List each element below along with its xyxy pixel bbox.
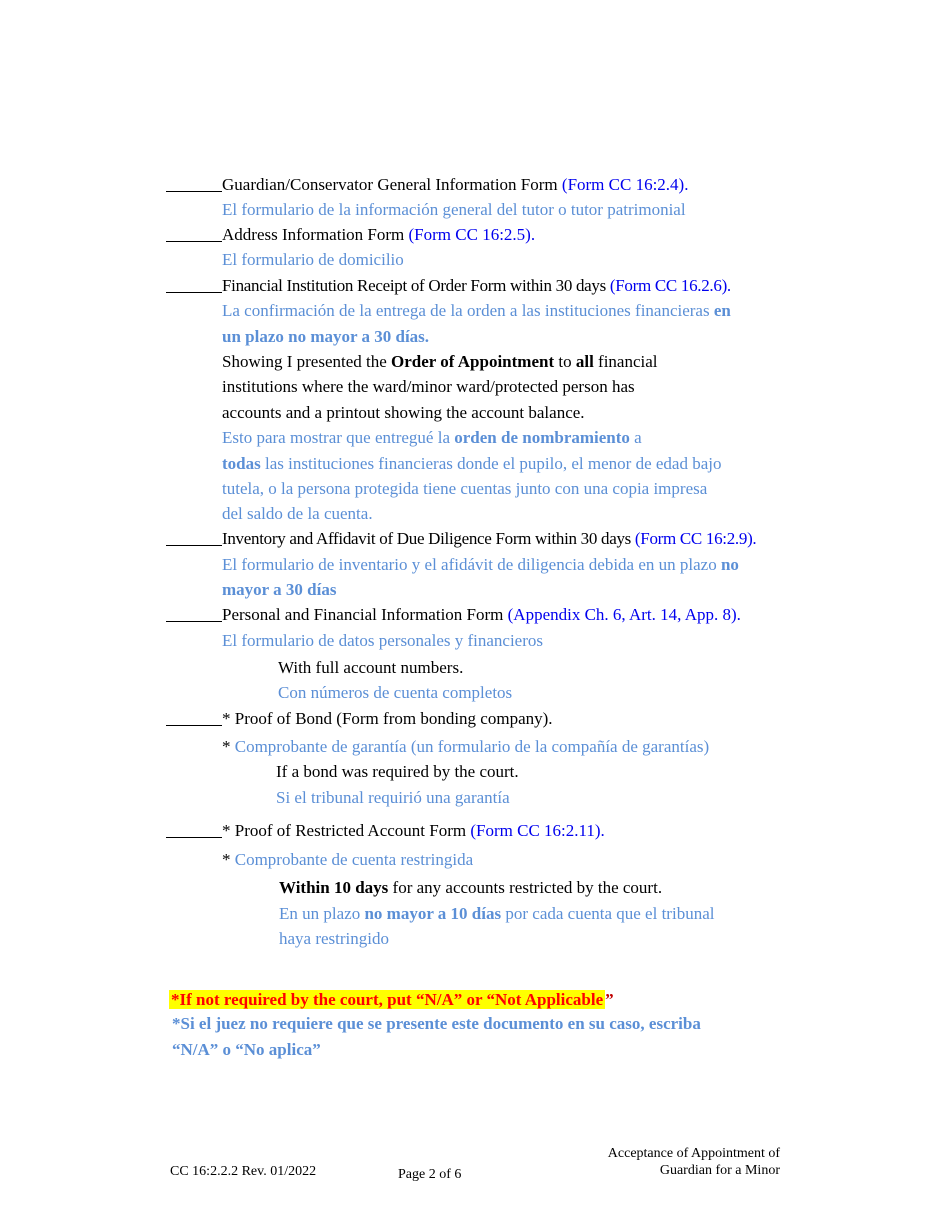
form-reference: (Form CC 16:2.9).	[634, 529, 757, 548]
spanish-instruction: del saldo de la cuenta.	[222, 504, 373, 523]
sub-instruction-spanish: haya restringido	[279, 929, 389, 948]
form-reference: (Form CC 16:2.4).	[561, 175, 689, 194]
sub-instruction: If a bond was required by the court.	[276, 762, 519, 781]
spanish-translation: El formulario de datos personales y financieros	[222, 631, 544, 650]
checklist-blank[interactable]	[166, 241, 222, 242]
sub-instruction: Within 10 days for any accounts restricted by the court.	[279, 878, 663, 897]
checklist-item-proof-of-bond: * Proof of Bond (Form from bonding company).	[222, 709, 553, 728]
checklist-blank[interactable]	[166, 725, 222, 726]
not-required-notice: *If not required by the court, put “N/A” or “Not Applicable ”	[171, 990, 614, 1009]
form-reference: (Form CC 16.2.6).	[609, 276, 731, 295]
spanish-translation-deadline: un plazo no mayor a 30 días.	[222, 327, 430, 346]
checklist-blank[interactable]	[166, 191, 222, 192]
spanish-translation: La confirmación de la entrega de la orden a las instituciones financieras en	[222, 301, 731, 320]
sub-instruction-spanish: Si el tribunal requirió una garantía	[276, 788, 510, 807]
instruction-text: Showing I presented the Order of Appointment to all financial	[222, 352, 658, 371]
not-required-notice-spanish: *Si el juez no requiere que se presente este documento en su caso, escriba	[172, 1014, 701, 1033]
form-reference: (Form CC 16:2.11).	[470, 821, 605, 840]
sub-instruction: With full account numbers.	[278, 658, 464, 677]
not-required-notice-spanish: “N/A” o “No aplica”	[172, 1040, 321, 1059]
spanish-translation-deadline: mayor a 30 días	[222, 580, 337, 599]
checklist-item-personal-financial: Personal and Financial Information Form (Appendix Ch. 6, Art. 14, App. 8).	[222, 605, 741, 624]
spanish-translation: El formulario de domicilio	[222, 250, 404, 269]
checklist-item-address-info: Address Information Form (Form CC 16:2.5).	[222, 225, 536, 244]
checklist-item-restricted-account: * Proof of Restricted Account Form (Form CC 16:2.11).	[222, 821, 605, 840]
footer-page-number: Page 2 of 6	[398, 1167, 462, 1182]
sub-instruction-spanish: En un plazo no mayor a 10 días por cada cuenta que el tribunal	[279, 904, 715, 923]
checklist-item-general-info: Guardian/Conservator General Information Form (Form CC 16:2.4).	[222, 175, 689, 194]
checklist-item-inventory-affidavit: Inventory and Affidavit of Due Diligence Form within 30 days (Form CC 16:2.9).	[222, 529, 757, 548]
spanish-instruction: tutela, o la persona protegida tiene cuentas junto con una copia impresa	[222, 479, 708, 498]
spanish-translation: * Comprobante de cuenta restringida	[222, 850, 474, 869]
spanish-translation: El formulario de la información general del tutor o tutor patrimonial	[222, 200, 686, 219]
footer-form-id: CC 16:2.2.2 Rev. 01/2022	[170, 1164, 317, 1179]
spanish-instruction: todas las instituciones financieras donde el pupilo, el menor de edad bajo	[222, 454, 722, 473]
spanish-translation: * Comprobante de garantía (un formulario de la compañía de garantías)	[222, 737, 710, 756]
spanish-translation: El formulario de inventario y el afidávit de diligencia debida en un plazo no	[222, 555, 739, 574]
footer-document-title: Acceptance of Appointment of Guardian for a Minor	[607, 1146, 780, 1178]
form-reference: (Appendix Ch. 6, Art. 14, App. 8).	[507, 605, 741, 624]
spanish-instruction: Esto para mostrar que entregué la orden de nombramiento a	[222, 428, 642, 447]
instruction-text: institutions where the ward/minor ward/protected person has	[222, 377, 635, 396]
sub-instruction-spanish: Con números de cuenta completos	[278, 683, 513, 702]
instruction-text: accounts and a printout showing the account balance.	[222, 403, 585, 422]
checklist-blank[interactable]	[166, 837, 222, 838]
checklist-item-financial-receipt: Financial Institution Receipt of Order Form within 30 days (Form CC 16.2.6).	[222, 276, 731, 295]
checklist-blank[interactable]	[166, 621, 222, 622]
form-reference: (Form CC 16:2.5).	[408, 225, 536, 244]
checklist-blank[interactable]	[166, 292, 222, 293]
checklist-blank[interactable]	[166, 545, 222, 546]
